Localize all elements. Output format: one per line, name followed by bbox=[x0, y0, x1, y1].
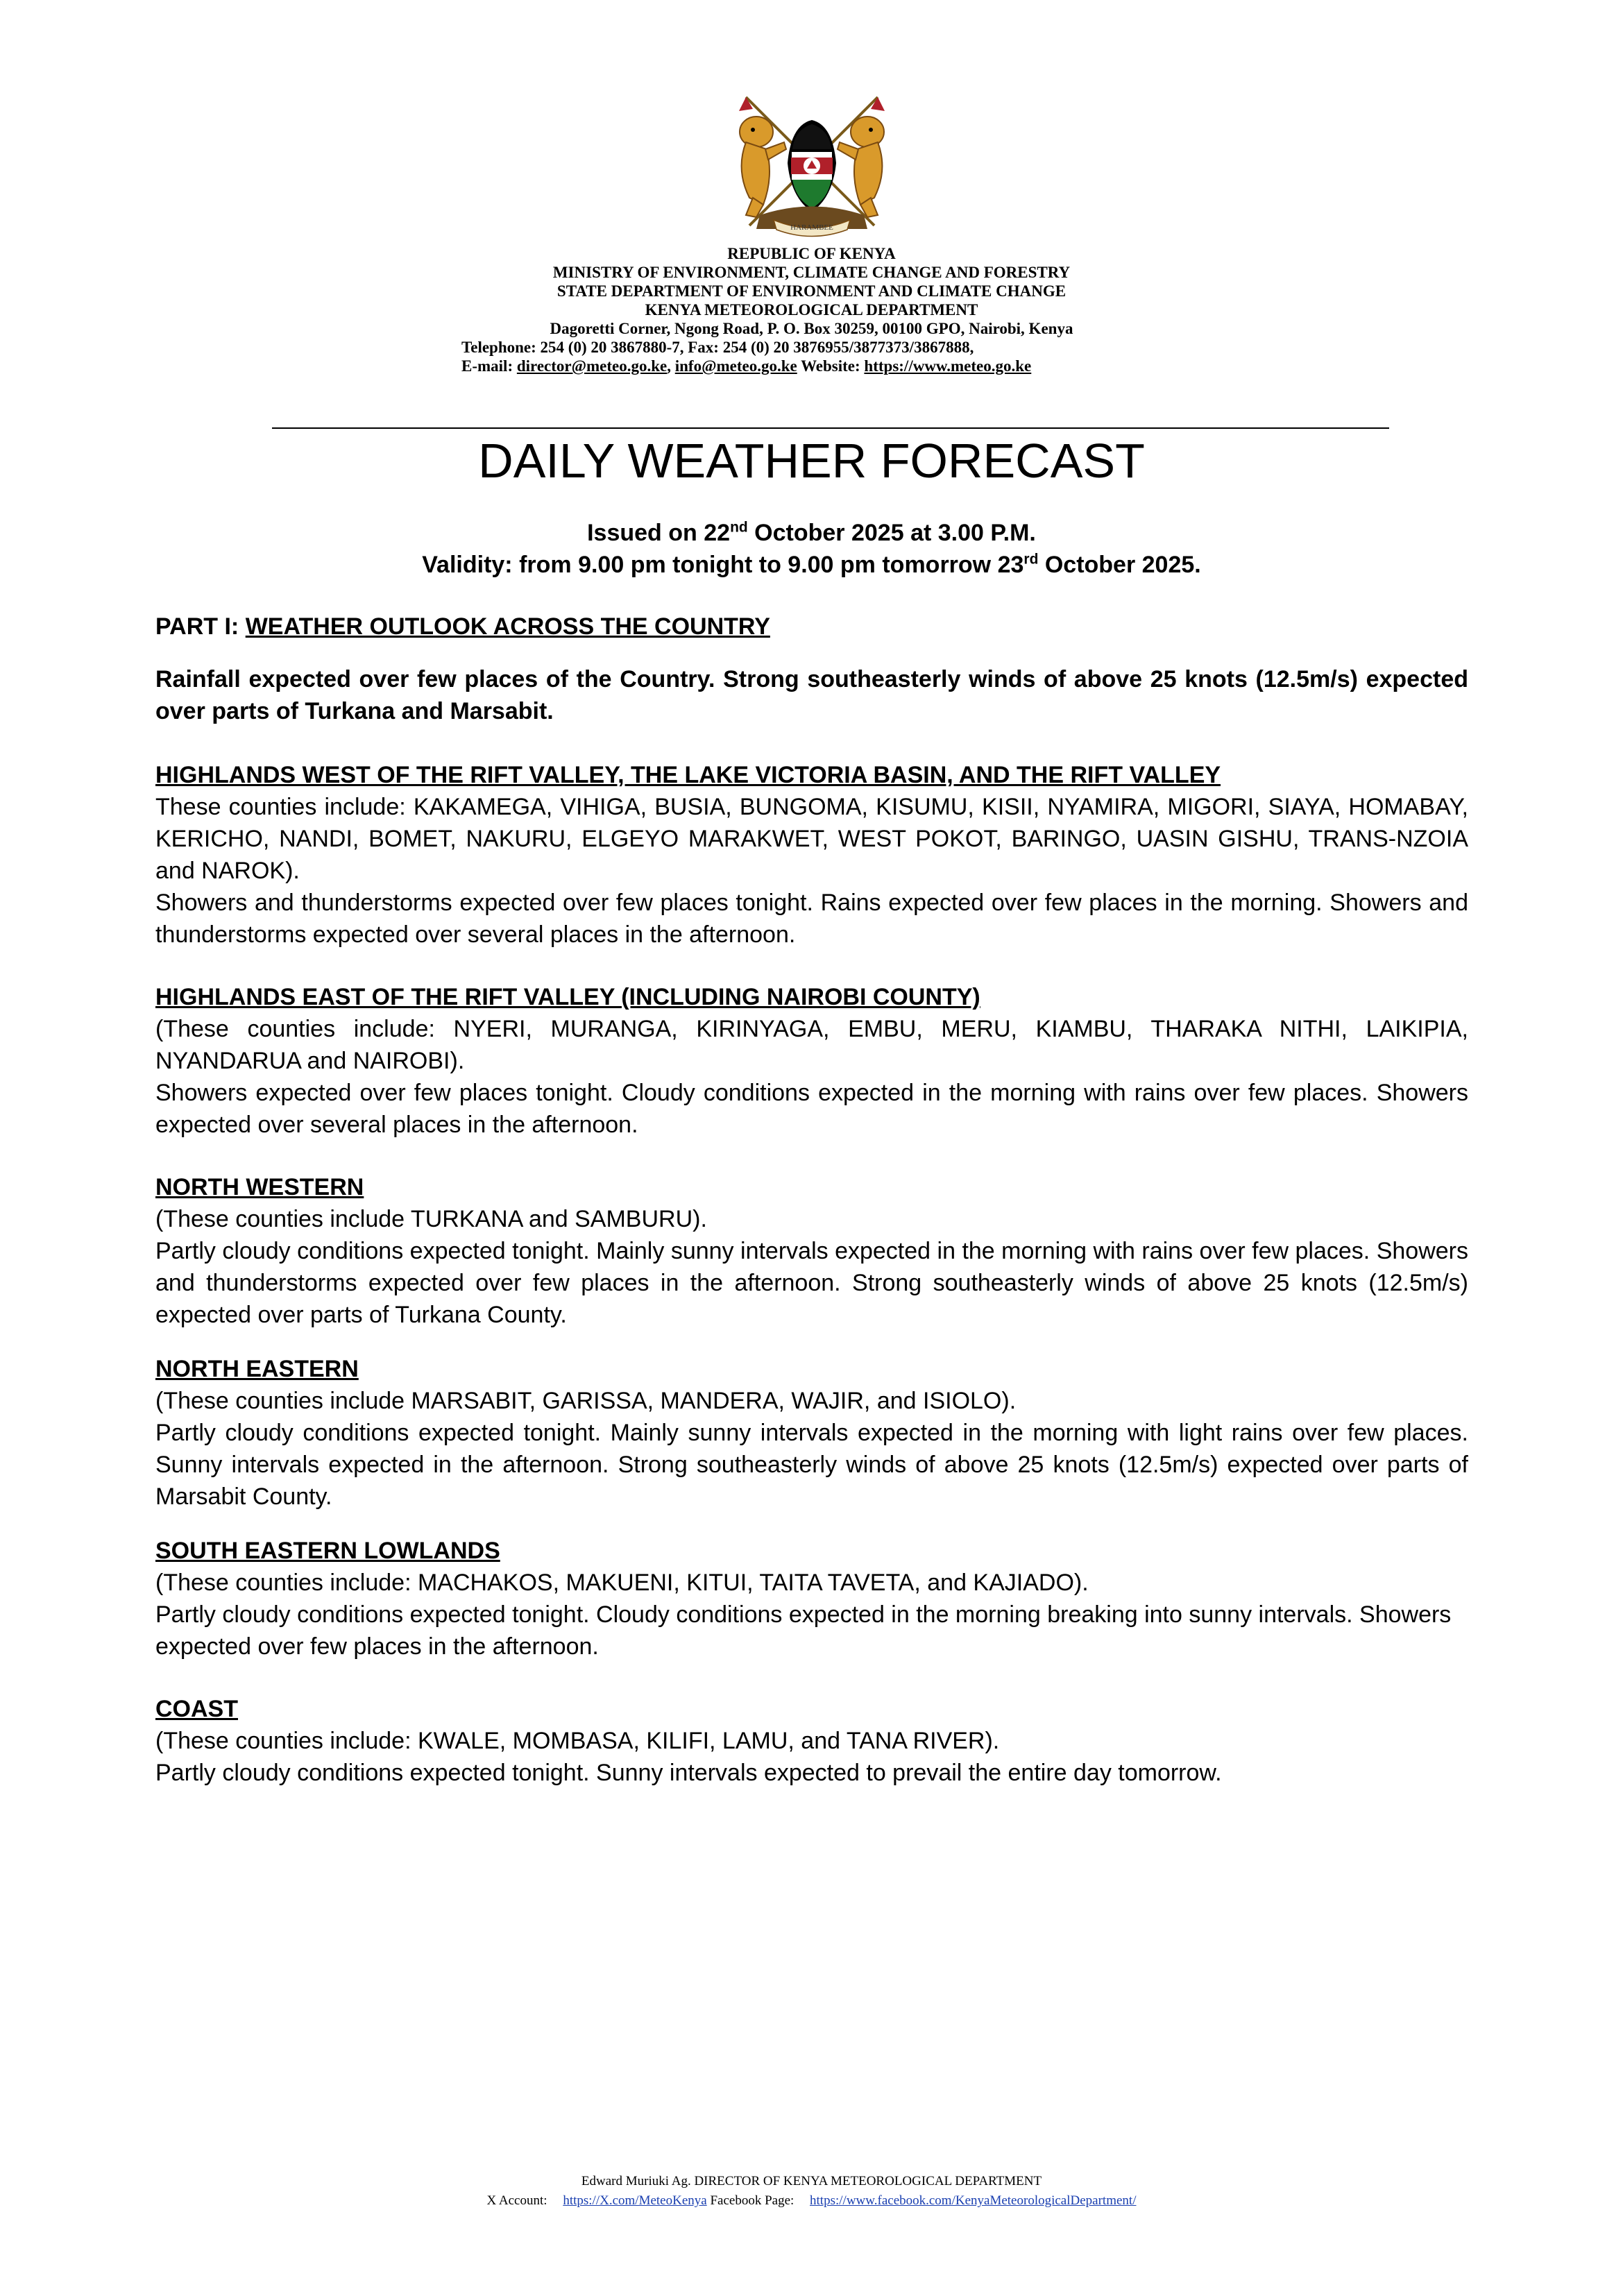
issued-prefix: Issued on 22 bbox=[587, 520, 731, 546]
website-label: Website: bbox=[797, 357, 865, 375]
region-north-western bbox=[155, 1171, 1468, 1331]
region-counties: (These counties include: KWALE, MOMBASA, KILIFI, LAMU, and TANA RIVER). bbox=[155, 1728, 1000, 1754]
footer-signatory: Edward Muriuki Ag. DIRECTOR OF KENYA METEOROLOGICAL DEPARTMENT bbox=[581, 2174, 1042, 2188]
issue-info bbox=[0, 517, 1623, 581]
region-heading: SOUTH EASTERN LOWLANDS bbox=[155, 1538, 500, 1564]
part-label: PART I: bbox=[155, 613, 246, 640]
forecast-body bbox=[155, 611, 1468, 1819]
region-counties: (These counties include TURKANA and SAMBURU). bbox=[155, 1206, 707, 1232]
letterhead-department: KENYA METEOROLOGICAL DEPARTMENT bbox=[645, 301, 978, 318]
website-link[interactable]: https://www.meteo.go.ke bbox=[864, 357, 1032, 375]
region-counties: (These counties include: MACHAKOS, MAKUENI, KITUI, TAITA TAVETA, and KAJIADO). bbox=[155, 1570, 1089, 1596]
issued-date bbox=[0, 517, 1623, 549]
region-heading: NORTH EASTERN bbox=[155, 1356, 359, 1382]
email-info-link[interactable]: info@meteo.go.ke bbox=[674, 357, 797, 375]
region-heading: NORTH WESTERN bbox=[155, 1174, 364, 1200]
part-title: WEATHER OUTLOOK ACROSS THE COUNTRY bbox=[245, 613, 770, 640]
letterhead-ministry: MINISTRY OF ENVIRONMENT, CLIMATE CHANGE AND FORESTRY bbox=[552, 264, 1071, 281]
region-forecast: Partly cloudy conditions expected tonight. Cloudy conditions expected in the morning breaking into sunny intervals. Showers expected over few places in the afternoon. bbox=[155, 1601, 1452, 1660]
issued-sup: nd bbox=[730, 519, 748, 536]
region-counties: (These counties include: NYERI, MURANGA, KIRINYAGA, EMBU, MERU, KIAMBU, THARAKA NITHI, LAIKIPIA, NYANDARUA and NAIROBI). bbox=[155, 1016, 1468, 1074]
validity-suffix: October 2025. bbox=[1038, 552, 1201, 578]
x-account-label: X Account: bbox=[486, 2193, 551, 2208]
email-director-link[interactable]: director@meteo.go.ke bbox=[516, 357, 668, 375]
region-north-eastern bbox=[155, 1353, 1468, 1513]
header-divider bbox=[272, 427, 1389, 429]
letterhead-address: Dagoretti Corner, Ngong Road, P. O. Box 30259, 00100 GPO, Nairobi, Kenya bbox=[550, 320, 1073, 337]
letterhead-republic: REPUBLIC OF KENYA bbox=[727, 245, 896, 262]
region-heading: HIGHLANDS EAST OF THE RIFT VALLEY (INCLUDING NAIROBI COUNTY) bbox=[155, 984, 980, 1010]
part-heading bbox=[155, 611, 1468, 643]
region-coast bbox=[155, 1693, 1468, 1789]
validity-sup: rd bbox=[1023, 551, 1039, 568]
letterhead-state-department: STATE DEPARTMENT OF ENVIRONMENT AND CLIMATE CHANGE bbox=[556, 282, 1067, 300]
validity bbox=[0, 549, 1623, 581]
region-highlands-east bbox=[155, 981, 1468, 1141]
facebook-label: Facebook Page: bbox=[706, 2193, 798, 2208]
letterhead-contacts bbox=[0, 357, 1623, 375]
footer bbox=[0, 2172, 1623, 2211]
region-counties: These counties include: KAKAMEGA, VIHIGA, BUSIA, BUNGOMA, KISUMU, KISII, NYAMIRA, MIGORI, SIAYA, HOMABAY, KERICHO, NANDI, BOMET, NAKURU, ELGEYO MARAKWET, WEST POKOT, BARINGO, UASIN GISHU, TRANS-NZOIA and NAROK). bbox=[155, 794, 1468, 884]
letterhead-telephone: Telephone: 254 (0) 20 3867880-7, Fax: 254 (0) 20 3876955/3877373/3867888, bbox=[461, 339, 974, 356]
region-forecast: Partly cloudy conditions expected tonight. Sunny intervals expected to prevail the entire day tomorrow. bbox=[155, 1760, 1222, 1786]
region-counties: (These counties include MARSABIT, GARISSA, MANDERA, WAJIR, and ISIOLO). bbox=[155, 1388, 1017, 1414]
x-account-link[interactable]: https://X.com/MeteoKenya bbox=[563, 2193, 707, 2208]
region-forecast: Showers and thunderstorms expected over few places tonight. Rains expected over few places in the morning. Showers and thunderstorms expected over several places in the afternoon. bbox=[155, 890, 1468, 948]
facebook-link[interactable]: https://www.facebook.com/KenyaMeteorologicalDepartment/ bbox=[810, 2193, 1137, 2208]
page-title: DAILY WEATHER FORECAST bbox=[478, 434, 1145, 488]
region-forecast: Partly cloudy conditions expected tonight. Mainly sunny intervals expected in the morning with light rains over few places. Sunny intervals expected in the afternoon. Strong southeasterly winds of above 25 knots (12.5m/s) expected over parts of Marsabit County. bbox=[155, 1420, 1468, 1510]
email-separator: , bbox=[667, 357, 675, 375]
svg-text:HARAMBEE: HARAMBEE bbox=[790, 223, 833, 232]
region-forecast: Partly cloudy conditions expected tonight. Mainly sunny intervals expected in the morning with rains over few places. Showers and thunderstorms expected over few places in the afternoon. Strong southeasterly winds of above 25 knots (12.5m/s) expected over parts of Turkana County. bbox=[155, 1238, 1468, 1328]
region-heading: HIGHLANDS WEST OF THE RIFT VALLEY, THE LAKE VICTORIA BASIN, AND THE RIFT VALLEY bbox=[155, 762, 1221, 788]
region-forecast: Showers expected over few places tonight. Cloudy conditions expected in the morning with rains over few places. Showers expected over several places in the afternoon. bbox=[155, 1080, 1468, 1138]
region-heading: COAST bbox=[155, 1696, 238, 1722]
national-summary: Rainfall expected over few places of the Country. Strong southeasterly winds of above 25 knots (12.5m/s) expected over parts of Turkana and Marsabit. bbox=[155, 666, 1468, 724]
validity-prefix: Validity: from 9.00 pm tonight to 9.00 pm tomorrow 23 bbox=[422, 552, 1024, 578]
footer-social bbox=[0, 2191, 1623, 2211]
region-highlands-west bbox=[155, 759, 1468, 951]
letterhead bbox=[0, 244, 1623, 375]
issued-suffix: October 2025 at 3.00 P.M. bbox=[747, 520, 1036, 546]
email-label: E-mail: bbox=[461, 357, 517, 375]
kenya-coat-of-arms-icon bbox=[725, 94, 899, 239]
region-south-eastern-lowlands bbox=[155, 1535, 1468, 1663]
